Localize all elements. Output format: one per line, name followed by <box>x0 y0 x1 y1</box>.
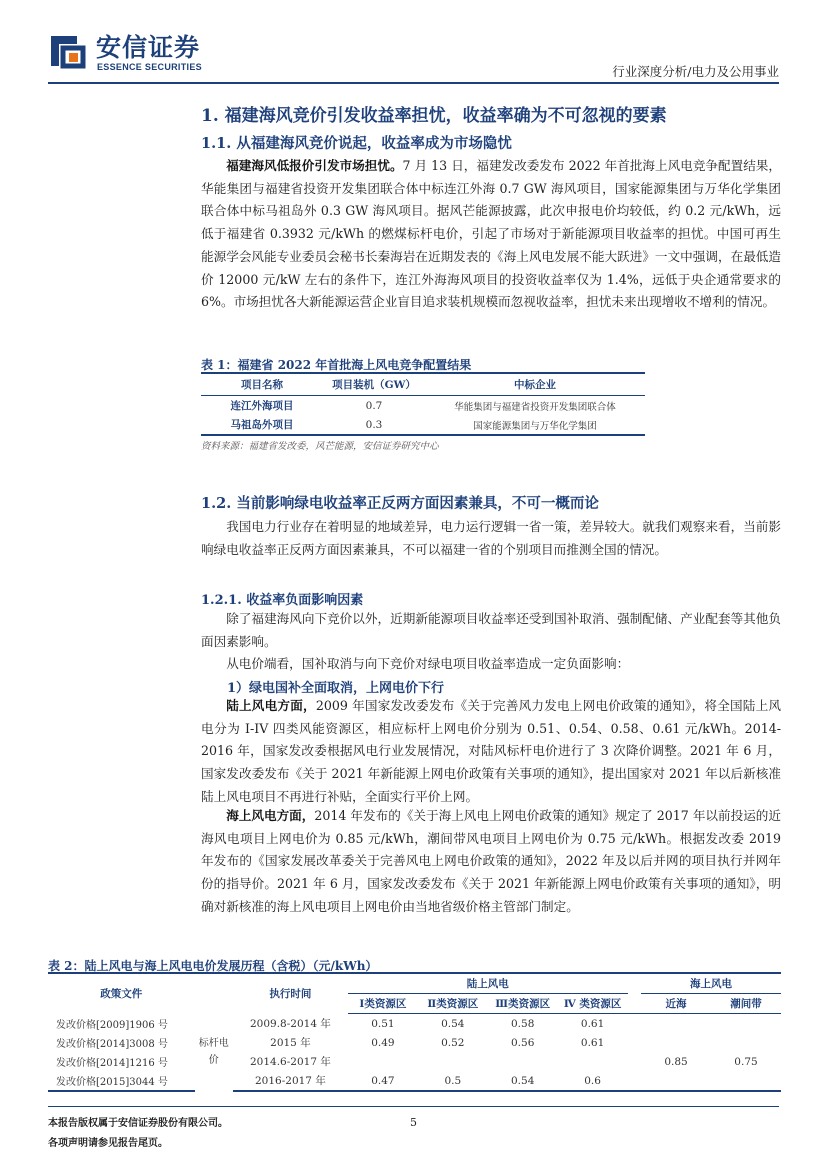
table-header: Ⅰ类资源区 <box>348 994 418 1014</box>
paragraph-lead: 陆上风电方面， <box>226 698 316 713</box>
table-header: Ⅲ类资源区 <box>488 994 558 1014</box>
subsection-title: 1.2. 当前影响绿电收益率正反两方面因素兼具，不可一概而论 <box>201 495 599 512</box>
table-cell: 2009.8-2014 年 <box>250 1017 331 1030</box>
table-header: 项目名称 <box>201 373 323 396</box>
table-cell: 0.3 <box>323 415 425 435</box>
table-cell: 0.58 <box>511 1017 535 1030</box>
paragraph-fujian <box>201 155 781 314</box>
list-heading: 1）绿电国补全面取消，上网电价下行 <box>227 681 445 696</box>
logo-chinese-name: 安信证券 <box>96 33 201 62</box>
table-header: 近海 <box>641 994 711 1014</box>
subsubsection-title: 1.2.1. 收益率负面影响因素 <box>201 593 364 608</box>
paragraph-body: 7 月 13 日，福建发改委发布 2022 年首批海上风电竞争配置结果，华能集团与福建省投资开发集团联合体中标连江外海 0.7 GW 海风项目，国家能源集团与万华化学集团联合体中标马祖岛外 0.3 GW 海风项目。据风芒能源披露，此次申报电价均较低，约 0.2 元/kWh，远低于福建省 0.3932 元/kWh 的燃煤标杆电价，引起了市场对于新能源项目收益率的担忧。中国可再生能源学会风能专业委员会秘书长秦海岩在近期发表的《海上风电发展不能大跃进》一文中强调，在最低造价 12000 元/kW 左右的条件下，连江外海海风项目的投资收益率仅为 1.4%，远低于央企通常要求的 6%。市场担忧各大新能源运营企业盲目追求装机规模而忽视收益率，担忧未来出现增收不增利的情况。 <box>201 158 781 310</box>
table-row <box>48 1014 781 1034</box>
table-source: 资料来源：福建省发改委，风芒能源，安信证券研究中心 <box>201 441 439 452</box>
page-number: 5 <box>410 1116 417 1129</box>
table-header: 政策文件 <box>48 973 195 1014</box>
logo-english-name: ESSENCE SECURITIES <box>97 62 202 72</box>
table-header: Ⅱ类资源区 <box>418 994 488 1014</box>
table-cell: 0.7 <box>365 399 383 412</box>
table-cell: 0.51 <box>371 1017 395 1030</box>
table-cell: 0.49 <box>371 1036 395 1049</box>
table-cell: 发改价格[2009]1906 号 <box>56 1019 168 1031</box>
table-header: 潮间带 <box>711 994 781 1014</box>
table-header: 执行时间 <box>233 973 348 1014</box>
results-table <box>201 372 645 436</box>
table-cell: 0.75 <box>734 1055 758 1068</box>
table-cell: 2014.6-2017 年 <box>250 1056 331 1068</box>
table-cell: 0.56 <box>511 1036 535 1049</box>
table-header: Ⅳ 类资源区 <box>558 994 628 1014</box>
table-cell: 0.6 <box>558 1071 628 1091</box>
paragraph-onshore <box>201 695 781 809</box>
table-header: 陆上风电 <box>348 973 628 994</box>
table-row <box>201 415 645 435</box>
essence-logo-icon <box>47 30 87 70</box>
table-row <box>48 1052 781 1071</box>
paragraph-intro <box>201 516 781 561</box>
table-cell: 0.61 <box>580 1036 605 1049</box>
paragraph-text: 我国电力行业存在着明显的地域差异，电力运行逻辑一省一策，差异较大。就我们观察来看，当前影响绿电收益率正反两方面因素兼具，不可以福建一省的个别项目而推测全国的情况。 <box>201 519 781 557</box>
table-cell: 0.47 <box>348 1071 418 1091</box>
table-cell: 发改价格[2015]3044 号 <box>48 1071 195 1091</box>
section-title: 1. 福建海风竞价引发收益率担忧，收益率确为不可忽视的要素 <box>201 106 667 126</box>
footer-disclaimer: 各项声明请参见报告尾页。 <box>48 1138 168 1149</box>
table-cell: 0.5 <box>418 1071 488 1091</box>
table-row <box>48 1033 781 1052</box>
table-cell: 0.54 <box>488 1071 558 1091</box>
footer-divider <box>48 1106 779 1107</box>
paragraph-body: 2009 年国家发改委发布《关于完善风力发电上网电价政策的通知》，将全国陆上风电分为 I-IV 四类风能资源区，相应标杆上网电价分别为 0.51、0.54、0.58、0.61 元/kWh。2014-2016 年，国家发改委根据风电行业发展情况，对陆风标杆电价进行了 3 次降价调整。2021 年 6 月，国家发改委发布《关于 2021 年新能源上网电价政策有关事项的通知》，提出国家对 2021 年以后新核准陆上风电项目不再进行补贴，全面实行平价上网。 <box>201 698 782 804</box>
table-header: 中标企业 <box>425 373 645 396</box>
paragraph-body: 2014 年发布的《关于海上风电上网电价政策的通知》规定了 2017 年以前投运的近海风电项目上网电价为 0.85 元/kWh，潮间带风电项目上网电价为 0.75 元/kWh。根据发改委 2019 年发布的《国家发展改革委关于完善风电上网电价政策的通知》，2022 年及以后并网的项目执行并网年份的指导价。2021 年 6 月，国家发改委发布《关于 2021 年新能源上网电价政策有关事项的通知》，明确对新核准的海上风电项目上网电价由当地省级价格主管部门制定。 <box>201 808 781 914</box>
footer-copyright: 本报告版权属于安信证券股份有限公司。 <box>48 1118 228 1129</box>
table-row <box>48 1071 781 1091</box>
table-cell: 0.85 <box>664 1055 688 1068</box>
table-header: 海上风电 <box>641 973 781 994</box>
header-divider <box>48 82 779 84</box>
table-cell: 发改价格[2014]3008 号 <box>56 1039 168 1050</box>
paragraph-text: 从电价端看，国补取消与向下竞价对绿电项目收益率造成一定负面影响： <box>226 656 630 672</box>
paragraph-offshore <box>201 805 781 919</box>
paragraph-text: 除了福建海风向下竞价以外，近期新能源项目收益率还受到国补取消、强制配储、产业配套等其他负面因素影响。 <box>201 611 781 649</box>
table-header: 项目装机（GW） <box>323 373 425 396</box>
table-cell: 国家能源集团与万华化学集团 <box>425 415 645 435</box>
table-cell: 马祖岛外项目 <box>201 415 323 435</box>
paragraph-lead: 海上风电方面， <box>226 808 315 823</box>
table-cell: 华能集团与福建省投资开发集团联合体 <box>454 401 616 413</box>
benchmark-label: 标杆电价 <box>198 1038 229 1067</box>
report-type: 行业深度分析/电力及公用事业 <box>612 64 779 79</box>
table-cell: 0.54 <box>441 1017 465 1030</box>
table-caption: 表 2：陆上风电与海上风电电价发展历程（含税）（元/kWh） <box>48 959 378 973</box>
tariff-table <box>48 972 781 1092</box>
table-cell: 连江外海项目 <box>230 400 294 412</box>
table-cell: 0.61 <box>580 1017 605 1030</box>
table-cell: 2016-2017 年 <box>233 1071 348 1091</box>
subsection-title: 1.1. 从福建海风竞价说起，收益率成为市场隐忧 <box>201 135 512 152</box>
paragraph-lead: 福建海风低报价引发市场担忧。 <box>226 158 403 173</box>
paragraph-negative-factors <box>201 608 781 676</box>
table-cell: 0.52 <box>441 1036 465 1049</box>
table-cell: 发改价格[2014]1216 号 <box>56 1058 168 1069</box>
table-caption: 表 1：福建省 2022 年首批海上风电竞争配置结果 <box>201 358 472 372</box>
table-row <box>201 396 645 416</box>
table-cell: 2015 年 <box>270 1037 311 1049</box>
